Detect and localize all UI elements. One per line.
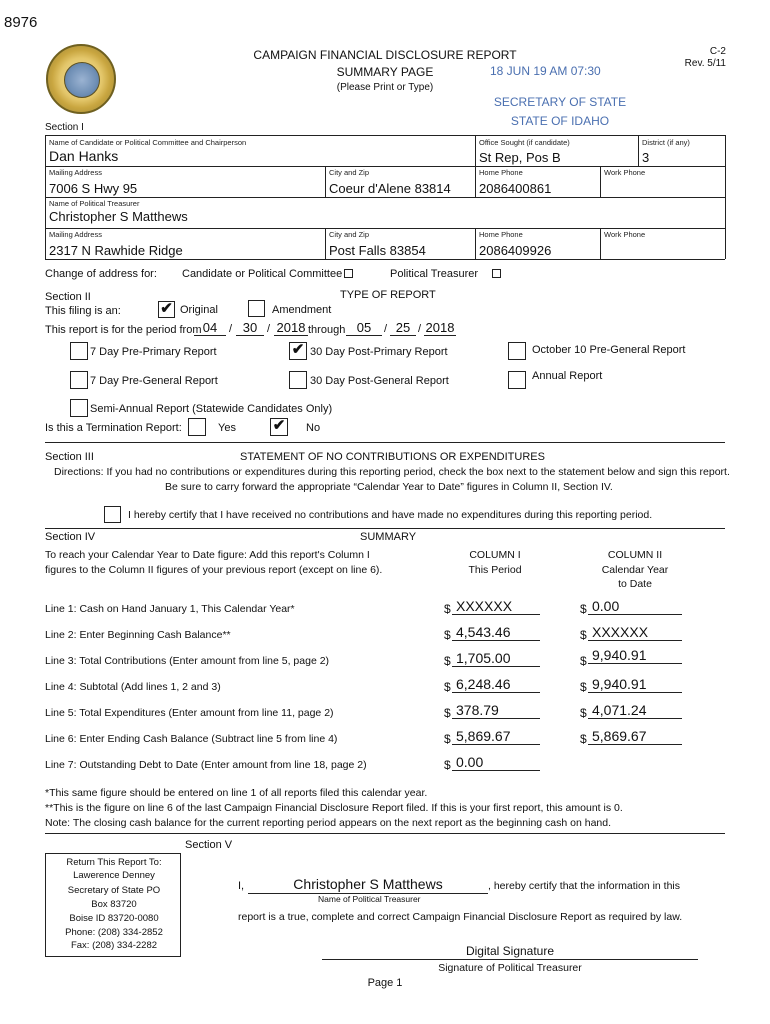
section-3-label: Section III	[45, 451, 94, 463]
candidate-city[interactable]: Coeur d'Alene 83814	[329, 181, 451, 196]
return-line: Secretary of State PO	[67, 885, 161, 896]
pre-primary-label: 7 Day Pre-Primary Report	[90, 346, 217, 358]
signature-field[interactable]: Digital Signature	[322, 944, 698, 960]
report-title: CAMPAIGN FINANCIAL DISCLOSURE REPORT	[253, 48, 517, 62]
note-3: Note: The closing cash balance for the current reporting period appears on the next report as the beginning cash on hand.	[45, 817, 612, 829]
from-day[interactable]: 30	[236, 320, 264, 336]
currency-symbol: $	[444, 602, 451, 616]
work-phone-label: Work Phone	[604, 168, 646, 177]
home-phone-label: Home Phone	[479, 168, 523, 177]
return-address-box	[45, 853, 181, 957]
section-3-directions: Directions: If you had no contributions or expenditures during this reporting period, check the box next to the statement below and sign this report.	[54, 466, 730, 478]
treasurer-name[interactable]: Christopher S Matthews	[49, 209, 188, 224]
no-contributions-statement: I hereby certify that I have received no contributions and have made no expenditures during this reporting period.	[128, 509, 653, 521]
change-address-label: Change of address for:	[45, 268, 157, 280]
column-2-title: COLUMN II	[607, 549, 663, 561]
idaho-state-seal-icon	[46, 44, 116, 114]
form-revision: Rev. 5/11	[684, 58, 726, 69]
report-subtitle: SUMMARY PAGE	[336, 65, 434, 79]
no-contributions-checkbox[interactable]	[104, 506, 121, 523]
summary-title: SUMMARY	[360, 531, 417, 543]
currency-symbol: $	[580, 602, 587, 616]
line-6-column-2[interactable]: 5,869.67	[588, 728, 682, 745]
section-5-label: Section V	[185, 839, 233, 851]
certify-statement: report is a true, complete and correct Campaign Financial Disclosure Report as required by law.	[238, 911, 683, 923]
date-slash: /	[418, 323, 422, 335]
form-code: C-2	[709, 46, 726, 57]
divider	[45, 833, 725, 834]
line-2-column-1[interactable]: 4,543.46	[452, 624, 540, 641]
termination-no-label: No	[306, 422, 321, 434]
section-2-label: Section II	[45, 291, 91, 303]
oct10-label: October 10 Pre-General Report	[532, 344, 686, 356]
page-number: Page 1	[367, 977, 403, 989]
period-label: This report is for the period from	[45, 324, 202, 336]
to-year[interactable]: 2018	[425, 320, 455, 335]
candidate-name[interactable]: Dan Hanks	[49, 148, 119, 164]
received-stamp-date: 18 JUN 19 AM 07:30	[490, 64, 601, 78]
line-4-column-1[interactable]: 6,248.46	[452, 676, 540, 693]
annual-checkbox[interactable]	[508, 371, 526, 389]
name-caption: Name of Political Treasurer	[318, 894, 421, 904]
district-label: District (if any)	[642, 138, 690, 147]
line-5-column-2[interactable]: 4,071.24	[588, 702, 682, 719]
currency-symbol: $	[580, 628, 587, 642]
treasurer-home-phone[interactable]: 2086409926	[479, 243, 552, 258]
through-label: through	[308, 324, 346, 336]
line-7-label: Line 7: Outstanding Debt to Date (Enter amount from line 18, page 2)	[45, 759, 367, 771]
candidate-label: Name of Candidate or Political Committee and Chairperson	[49, 138, 247, 147]
return-line: Lawerence Denney	[73, 870, 155, 881]
return-line: Fax: (208) 334-2282	[70, 940, 158, 951]
post-primary-checkbox[interactable]: ✔	[289, 342, 307, 360]
document-number: 8976	[4, 14, 38, 31]
currency-symbol: $	[444, 758, 451, 772]
mailing-label: Mailing Address	[49, 168, 102, 177]
post-general-label: 30 Day Post-General Report	[310, 375, 449, 387]
pre-general-checkbox[interactable]	[70, 371, 88, 389]
currency-symbol: $	[444, 654, 451, 668]
from-month[interactable]: 04	[194, 320, 226, 336]
from-year[interactable]: 2018	[274, 320, 308, 336]
note-1: *This same figure should be entered on line 1 of all reports filed this calendar year.	[45, 787, 428, 799]
column-2-subtitle-1: Calendar Year	[601, 564, 669, 576]
treasurer-home-phone-label: Home Phone	[479, 230, 523, 239]
divider	[45, 528, 725, 529]
currency-symbol: $	[580, 732, 587, 746]
district-value[interactable]: 3	[642, 150, 650, 165]
line-1-column-2[interactable]: 0.00	[588, 598, 682, 615]
line-5-column-1[interactable]: 378.79	[452, 702, 540, 719]
divider	[45, 442, 725, 443]
line-2-column-2[interactable]: XXXXXX	[588, 624, 682, 641]
line-3-column-2[interactable]: 9,940.91	[588, 647, 682, 664]
treasurer-city[interactable]: Post Falls 83854	[329, 243, 426, 258]
currency-symbol: $	[580, 706, 587, 720]
line-1-label: Line 1: Cash on Hand January 1, This Calendar Year*	[45, 603, 295, 615]
amendment-label: Amendment	[272, 304, 332, 316]
termination-no-checkbox[interactable]: ✔	[270, 418, 288, 436]
termination-label: Is this a Termination Report:	[45, 422, 182, 434]
date-slash: /	[229, 323, 233, 335]
termination-yes-checkbox[interactable]	[188, 418, 206, 436]
stamp-office-1: SECRETARY OF STATE	[493, 95, 627, 109]
currency-symbol: $	[444, 706, 451, 720]
treasurer-label: Name of Political Treasurer	[49, 199, 140, 208]
date-slash: /	[384, 323, 388, 335]
signature-caption: Signature of Political Treasurer	[438, 962, 582, 974]
line-4-column-2[interactable]: 9,940.91	[588, 676, 682, 693]
termination-yes-label: Yes	[218, 422, 236, 434]
change-treasurer-label: Political Treasurer	[390, 268, 479, 280]
oct10-checkbox[interactable]	[508, 342, 526, 360]
return-line: Box 83720	[91, 899, 137, 910]
semi-annual-checkbox[interactable]	[70, 399, 88, 417]
post-general-checkbox[interactable]	[289, 371, 307, 389]
return-line: Phone: (208) 334-2852	[65, 927, 163, 938]
original-checkbox[interactable]: ✔	[158, 301, 175, 318]
date-slash: /	[267, 323, 271, 335]
line-2-label: Line 2: Enter Beginning Cash Balance**	[45, 629, 231, 641]
currency-symbol: $	[580, 680, 587, 694]
candidate-home-phone[interactable]: 2086400861	[479, 181, 552, 196]
line-6-label: Line 6: Enter Ending Cash Balance (Subtract line 5 from line 4)	[45, 733, 338, 745]
currency-symbol: $	[444, 628, 451, 642]
certify-i-label: I,	[238, 880, 245, 892]
semi-annual-label: Semi-Annual Report (Statewide Candidates Only)	[90, 403, 333, 415]
column-2-subtitle-2: to Date	[618, 578, 652, 590]
summary-intro-1: To reach your Calendar Year to Date figure: Add this report's Column I	[45, 549, 370, 561]
line-3-label: Line 3: Total Contributions (Enter amount from line 5, page 2)	[45, 655, 330, 667]
pre-primary-checkbox[interactable]	[70, 342, 88, 360]
line-5-label: Line 5: Total Expenditures (Enter amount from line 11, page 2)	[45, 707, 334, 719]
return-line: Return This Report To:	[66, 857, 162, 868]
note-2: **This is the figure on line 6 of the last Campaign Financial Disclosure Report filed. If this is your first report, this amount is 0.	[45, 802, 623, 814]
amendment-checkbox[interactable]	[248, 300, 265, 317]
currency-symbol: $	[444, 732, 451, 746]
currency-symbol: $	[580, 654, 587, 668]
line-7-column-1[interactable]: 0.00	[452, 754, 540, 771]
candidate-mailing[interactable]: 7006 S Hwy 95	[49, 181, 138, 196]
return-line: Boise ID 83720-0080	[69, 913, 159, 924]
change-candidate-label: Candidate or Political Committee	[182, 268, 343, 280]
line-1-column-1[interactable]: XXXXXX	[452, 598, 540, 615]
currency-symbol: $	[444, 680, 451, 694]
type-of-report-title: TYPE OF REPORT	[340, 289, 436, 301]
pre-general-label: 7 Day Pre-General Report	[90, 375, 218, 387]
to-day[interactable]: 25	[390, 320, 416, 336]
to-month[interactable]: 05	[346, 320, 382, 336]
section-3-title: STATEMENT OF NO CONTRIBUTIONS OR EXPENDITURES	[240, 451, 545, 463]
filing-label: This filing is an:	[45, 305, 121, 317]
post-primary-label: 30 Day Post-Primary Report	[310, 346, 448, 358]
section-4-label: Section IV	[45, 531, 96, 543]
print-instruction: (Please Print or Type)	[336, 82, 434, 93]
line-4-label: Line 4: Subtotal (Add lines 1, 2 and 3)	[45, 681, 221, 693]
line-3-column-1[interactable]: 1,705.00	[452, 650, 540, 667]
certify-suffix: , hereby certify that the information in this	[488, 880, 681, 892]
treasurer-city-label: City and Zip	[329, 230, 370, 239]
section-1-label: Section I	[45, 122, 84, 133]
certify-treasurer-name[interactable]: Christopher S Matthews	[248, 876, 488, 894]
stamp-office-2: STATE OF IDAHO	[510, 114, 610, 128]
treasurer-mailing[interactable]: 2317 N Rawhide Ridge	[49, 243, 183, 258]
line-6-column-1[interactable]: 5,869.67	[452, 728, 540, 745]
treasurer-mailing-label: Mailing Address	[49, 230, 102, 239]
original-label: Original	[180, 304, 218, 316]
change-candidate-checkbox[interactable]	[344, 269, 353, 278]
annual-label: Annual Report	[532, 370, 603, 382]
office-sought[interactable]: St Rep, Pos B	[479, 150, 561, 165]
city-label: City and Zip	[329, 168, 370, 177]
treasurer-work-phone-label: Work Phone	[604, 230, 646, 239]
section-3-carry-forward: Be sure to carry forward the appropriate “Calendar Year to Date” figures in Column II, Section IV.	[165, 481, 613, 493]
column-1-title: COLUMN I	[469, 549, 521, 561]
summary-intro-2: figures to the Column II figures of your previous report (except on line 6).	[45, 564, 383, 576]
change-treasurer-checkbox[interactable]	[492, 269, 501, 278]
office-label: Office Sought (if candidate)	[479, 138, 570, 147]
column-1-subtitle: This Period	[468, 564, 522, 576]
